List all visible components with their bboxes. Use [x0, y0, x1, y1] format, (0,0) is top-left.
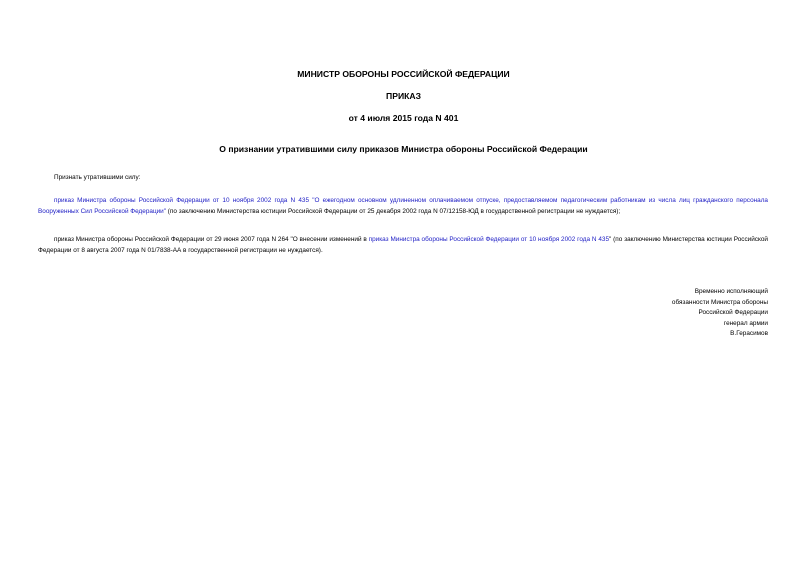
item-2-after-text: " (по заключению Министерства юстиции Российской Федерации от 8 августа 2007 года N 01/7838-АА в государственной регистрации не нуждается).	[38, 236, 768, 254]
item-1-paragraph	[38, 196, 768, 217]
order-435-amended-link[interactable]: приказ Министра обороны Российской Федерации от 10 ноября 2002 года N 435	[368, 236, 610, 243]
subject-heading: О признании утратившими силу приказов Министра обороны Российской Федерации	[219, 144, 588, 154]
signature-line-4: генерал армии	[723, 319, 768, 327]
item-1-tail-text: (по заключению Министерства юстиции Российской Федерации от 25 декабря 2002 года N 07/12158-ЮД в государственной регистрации не нуждается);	[166, 207, 621, 215]
signature-block	[672, 287, 768, 340]
signature-line-1: Временно исполняющий	[694, 288, 768, 295]
signatory-name: В.Герасимов	[730, 330, 768, 337]
order-435-link[interactable]: приказ Министра обороны Российской Федерации от 10 ноября 2002 года N 435 "О ежегодном основном удлиненном оплачиваемом отпуске, предоставляемом педагогическим работникам из числа лиц гражданского персонала Вооруженных Сил Российской Федерации"	[38, 197, 768, 215]
signature-line-3: Российской Федерации	[698, 309, 768, 316]
intro-paragraph: Признать утратившими силу:	[54, 174, 141, 181]
signature-line-2: обязанности Министра обороны	[671, 298, 768, 306]
item-2-before-text: приказ Министра обороны Российской Федерации от 29 июня 2007 года N 264 "О внесении изменений в	[54, 236, 369, 243]
ministry-heading: МИНИСТР ОБОРОНЫ РОССИЙСКОЙ ФЕДЕРАЦИИ	[297, 69, 510, 79]
item-2-paragraph	[38, 235, 768, 256]
document-type-heading: ПРИКАЗ	[386, 91, 421, 101]
date-number-heading: от 4 июля 2015 года N 401	[348, 113, 459, 123]
